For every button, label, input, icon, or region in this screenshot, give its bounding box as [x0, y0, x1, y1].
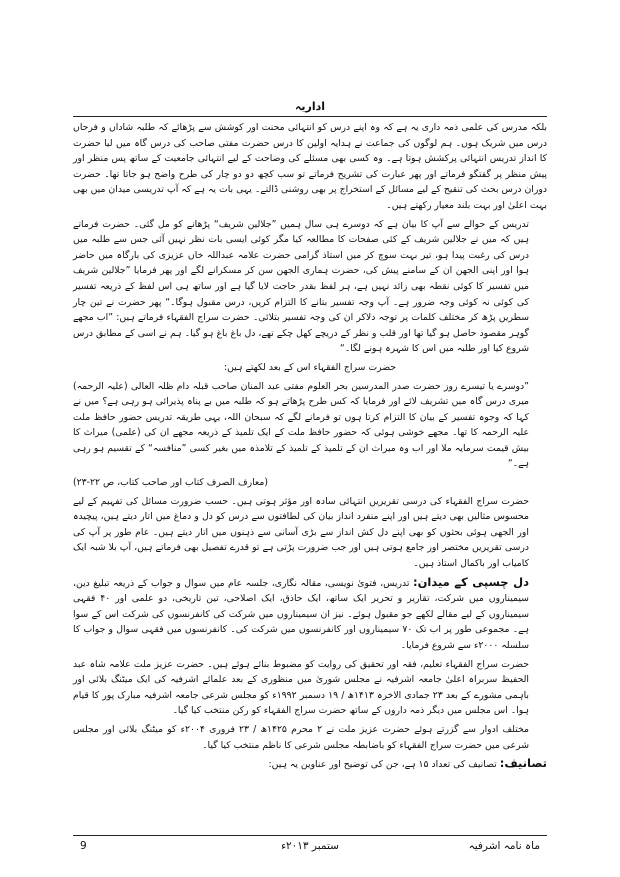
paragraph-6: حضرت سراج الفقہاء کی درسی تقریریں انتہائی سادہ اور مؤثر ہوتی ہیں۔ حسب ضرورت مسائل کی تفہیم کے لیے محسوس مثالیں بھی دیتے ہیں اور اپنے منفرد انداز بیان کی لطافتوں سے درس کو دل و دماغ میں اتار دیتے ہیں، پیچیدہ اور الجھی ہوئی بحثوں کو بھی اپنے دل کش انداز سے بڑی آسانی سے ذہنوں میں اتار دیتے ہیں۔ عام طور پر آپ کی درسی تقریریں مختصر اور جامع ہوتی ہیں اور جب ضرورت پڑتی ہے تو قدرے تفصیل بھی فرماتے ہیں، آپ بلا شبہ ایک کامیاب اور باکمال استاذ ہیں۔: [73, 495, 529, 570]
magazine-name: ماہ نامہ اشرفیہ: [468, 840, 540, 852]
paragraph-7: [73, 575, 547, 654]
section-title: اداریہ: [294, 100, 326, 113]
paragraph-1: بلکہ مدرس کی علمی ذمہ داری یہ ہے کہ وہ اپنے درس کو انتہائی محنت اور کوشش سے پڑھائے کہ طلبہ شاداں و فرحاں درس میں شریک ہوں۔ ہم لوگوں کی جماعت نے ہدایہ اولین کا درس حضرت مفتی صاحب کی درس گاہ میں لیا حضرت کا انداز تدریس انتہائی پرکشش ہوتا ہے۔ وہ کسی بھی مسئلے کی وضاحت کے لیے انتہائی جامعیت کے ساتھ پس منظر اور پیش منظر پر گفتگو فرماتے اور پھر عبارت کی تشریح فرماتے تو سب کچھ دو دو چار کی طرح واضح ہو جاتا تھا۔ حضرت دوران درس بحث کی تنقیح کے لیے مسائل کے استخراج پر بھی روشنی ڈالتے۔ یہی بات یہ ہے کہ آپ تدریسی میدان میں بھی بہت اعلیٰ اور بہت بلند معیار رکھتے ہیں۔: [73, 122, 547, 211]
source-reference: (معارف الصرف کتاب اور صاحب کتاب، ص ۲۲-۲۳): [73, 477, 269, 489]
paragraph-8: حضرت سراج الفقہاء تعلیم، فقہ اور تحقیق کی روایت کو مضبوط بنائے ہوئے ہیں۔ حضرت عزیز ملت علامہ شاہ عبد الحفیظ سربراہ اعلیٰ جامعہ اشرفیہ نے مجلس شوریٰ میں منظوری کے بعد علمائے اشرفیہ کی ایک میٹنگ بلائی اور باہمی مشورے کے بعد ۲۳ جمادی الاخرہ ۱۴۱۳ھ / ۱۹ دسمبر ۱۹۹۲ء کو مجلس شرعی جامعہ اشرفیہ مبارک پور کا قیام ہوا۔ اس مجلس میں دیگر ذمہ داروں کے ساتھ حضرت سراج الفقہاء کو رکن منتخب کیا گیا۔: [73, 658, 530, 717]
page-footer: [80, 840, 540, 856]
page-number: 9: [80, 840, 87, 852]
paragraph-10: [73, 756, 547, 773]
interests-heading: دل چسپی کے میدان:: [412, 574, 529, 589]
paragraph-2: تدریس کے حوالے سے آپ کا بیان ہے کہ دوسرے ہی سال ہمیں ”جلالین شریف“ پڑھانے کو مل گئی۔ حضرت فرماتے ہیں کہ میں نے جلالین شریف کے کئی صفحات کا مطالعہ کیا مگر کوئی ایسی بات نظر نہیں آئی جس سے طلبہ میں درس کی رغبت پیدا ہو، تیر بہت سوچ کر میں استاذ گرامی حضرت علامہ عبداللہ خاں عزیزی کی بارگاہ میں حاضر ہوا اور اپنی الجھن ان کے سامنے پیش کی، حضرت ہماری الجھن سن کر مسکرانے لگے اور پھر فرمایا ”جلالین شریف میں تفسیر کا کوئی نقطہ بھی زائد نہیں ہے، ہر لفظ بقدر حاجت لایا گیا ہے اور ساتھ ہی اس لفظ کے ذریعہ تفسیر کی کوئی نہ کوئی وجہ ضرور ہے۔ آپ وجہ تفسیر بتانے کا التزام کریں، درس مقبول ہوگا۔“ پھر حضرت نے تین چار سطریں پڑھ کر مختلف کلمات پر توجہ دلاکر ان کی وجہ تفسیر بتلائی۔ حضرت سراج الفقہاء فرماتے ہیں: ”اب مجھے گوہر مقصود حاصل ہو گیا تھا اور قلب و نظر کے دریچے کھل چکے تھے، دل باغ باغ ہو گیا۔ ہم نے اسی کے مطابق درس شروع کیا اور طلبہ میں اس کا شہرہ ہونے لگا۔“: [73, 218, 529, 355]
article-body: [73, 120, 547, 773]
issue-date: ستمبر ۲۰۱۳ء: [281, 840, 339, 852]
works-text: تصانیف کی تعداد ۱۵ ہے، جن کی توضیح اور عناوین یہ ہیں:: [268, 759, 497, 771]
paragraph-3: حضرت سراج الفقہاء اس کے بعد لکھتے ہیں:: [223, 361, 397, 373]
footer-divider: [73, 835, 547, 836]
header-divider: [73, 116, 547, 117]
interests-text: تدریس، فتویٰ نویسی، مقالہ نگاری، جلسہ عام میں سوال و جواب کے ذریعہ تبلیغ دین، سیمیناروں میں شرکت، تقاریر و تحریر ایک ساتھ، ایک حاذق، ایک اصلاحی، تین تاریخی، دو علمی اور ۴۰ فقہی سیمیناروں کے لیے مقالے لکھے جو مقبول ہوئے۔ نیز ان سیمیناروں میں شرکت کی کانفرنسوں کی شرکت اس کے سوا ہے۔ مجموعی طور پر اب تک ۷۰ سیمیناروں اور کانفرنسوں میں شرکت کی۔ کانفرنسوں میں فقہی سوال و جواب کا سلسلہ ۲۰۰۰ء سے شروع فرمایا۔: [73, 577, 529, 651]
quote-paragraph: ”دوسرے یا تیسرے روز حضرت صدر المدرسین بحر العلوم مفتی عبد المنان صاحب قبلہ دام ظلہ العالی (علیہ الرحمہ) میری درس گاہ میں تشریف لائے اور فرمایا کہ کس طرح پڑھاتے ہو کہ طلبہ میں بے پناہ پذیرائی ہو رہی ہے؟ میں نے کہا کہ وجوہ تفسیر کے بیان کا التزام کرتا ہوں تو فرمانے لگے کہ سبحان اللہ، یہی طریقہ تدریس حضور حافظ ملت علیہ الرحمہ کا تھا۔ مجھے خوشی ہوئی کہ حضور حافظ ملت کے ایک تلمیذ کے ذریعہ مجھے ان کی (علمی) میراث کا بیش قیمت سرمایہ ملا اور اب وہ میراث ان کے تلمیذ کے تلمیذ کے تلامذہ میں بغیر کسی ”منافسہ“ کے تقسیم ہو رہی ہے۔“: [73, 380, 529, 470]
paragraph-9: مختلف ادوار سے گزرتے ہوئے حضرت عزیز ملت نے ۲ محرم ۱۴۲۵ھ / ۲۳ فروری ۲۰۰۴ء کو میٹنگ بلائی اور مجلس شرعی میں حضرت سراج الفقہاء کو باضابطہ مجلس شرعی کا ناظم منتخب کیا گیا۔: [73, 723, 529, 751]
works-heading: تصانیف:: [499, 756, 547, 771]
